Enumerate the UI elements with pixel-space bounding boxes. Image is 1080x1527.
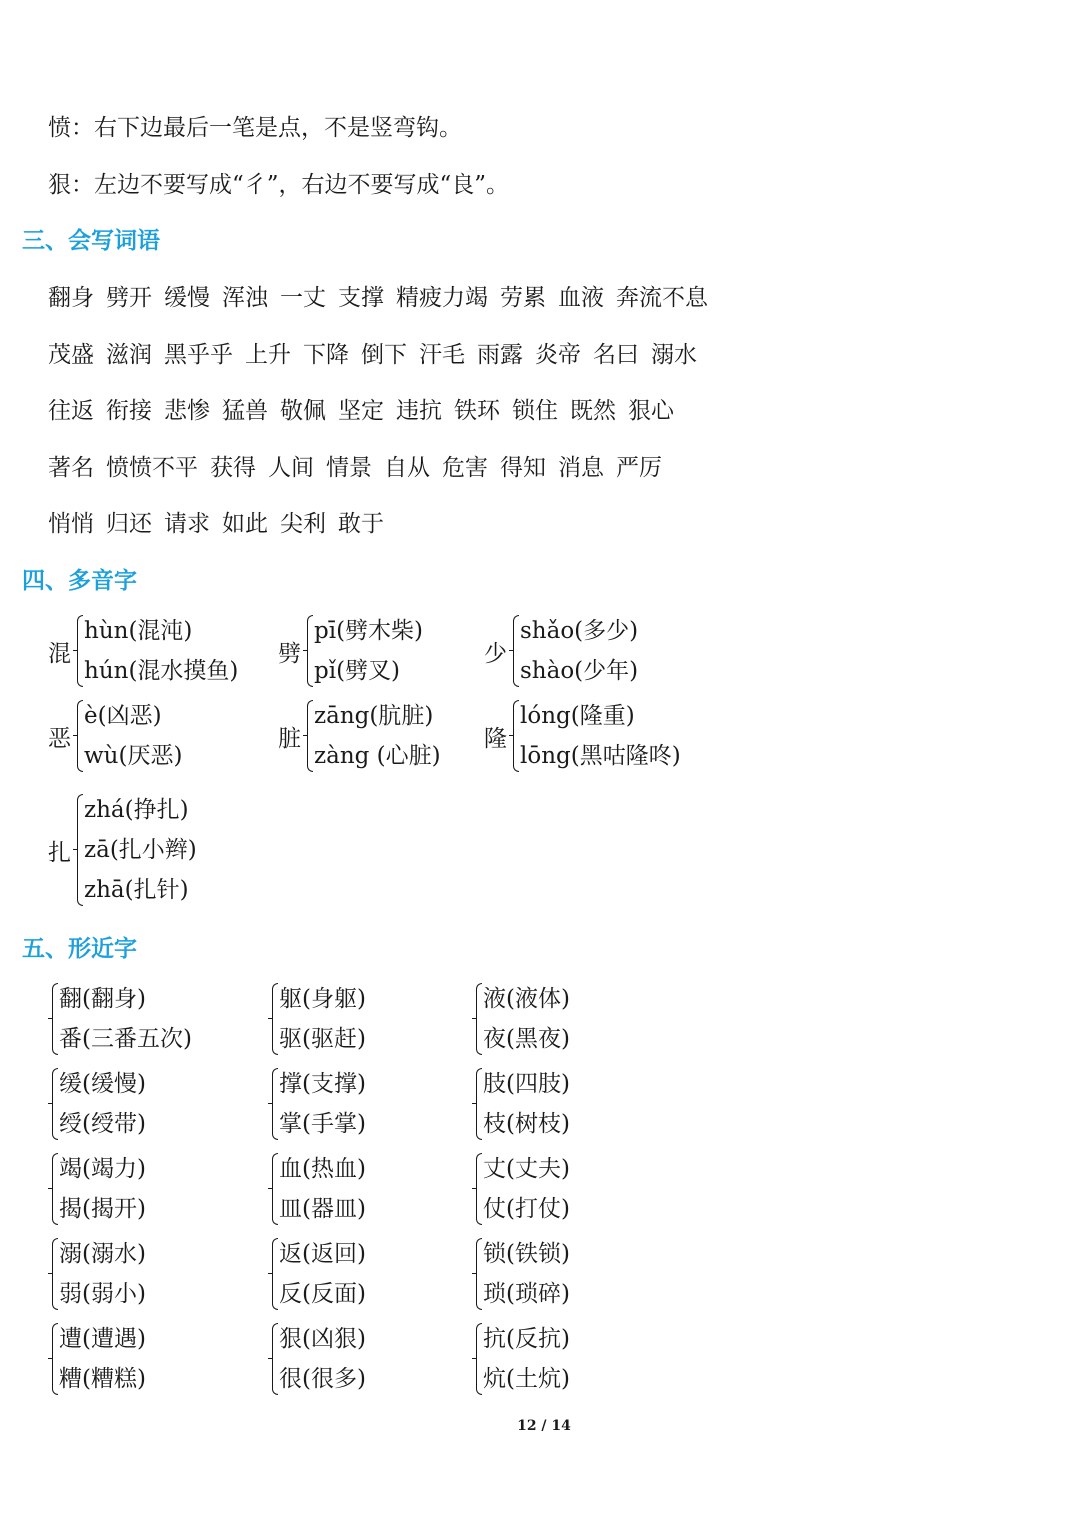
- word-row: [48, 509, 396, 539]
- word-item: 汗毛: [419, 342, 465, 368]
- note-line-1: 愤：右下边最后一笔是点，不是竖弯钩。: [48, 115, 462, 141]
- similar-char-item: 枝(树枝): [483, 1111, 570, 1137]
- brace-icon: [268, 1234, 277, 1314]
- word-row: [48, 453, 674, 483]
- brace-icon: [268, 1319, 277, 1399]
- word-item: 溺水: [651, 342, 697, 368]
- word-item: 翻身: [48, 285, 94, 311]
- similar-char-item: 糟(糟糕): [59, 1366, 146, 1392]
- similar-char-item: 驱(驱赶): [279, 1026, 366, 1052]
- word-item: 雨露: [477, 342, 523, 368]
- brace-icon: [268, 979, 277, 1059]
- similar-char-item: 很(很多): [279, 1366, 366, 1392]
- polyphone-reading: pī(劈木柴): [314, 618, 424, 644]
- brace-icon: [472, 1319, 481, 1399]
- brace-icon: [303, 696, 312, 776]
- similar-char-item: 仗(打仗): [483, 1196, 570, 1222]
- word-item: 消息: [558, 455, 604, 481]
- brace-icon: [73, 611, 82, 691]
- polyphone-reading: zhá(挣扎): [84, 797, 189, 823]
- brace-icon: [472, 979, 481, 1059]
- brace-icon: [73, 790, 82, 910]
- similar-char-item: 遭(遭遇): [59, 1326, 146, 1352]
- brace-icon: [48, 1064, 57, 1144]
- polyphone-reading: è(凶恶): [84, 703, 162, 729]
- word-item: 猛兽: [222, 398, 268, 424]
- word-item: 严厉: [616, 455, 662, 481]
- similar-char-item: 皿(器皿): [279, 1196, 366, 1222]
- word-item: 坚定: [338, 398, 384, 424]
- polyphone-char: 混: [48, 640, 71, 667]
- similar-char-item: 揭(揭开): [59, 1196, 146, 1222]
- polyphone-char: 少: [484, 640, 507, 667]
- brace-icon: [509, 696, 518, 776]
- similar-char-item: 丈(丈夫): [483, 1156, 570, 1182]
- similar-char-item: 溺(溺水): [59, 1241, 146, 1267]
- word-item: 一丈: [280, 285, 326, 311]
- brace-icon: [73, 696, 82, 776]
- word-item: 危害: [442, 455, 488, 481]
- similar-char-group: [268, 1064, 366, 1144]
- similar-char-group: [48, 1234, 146, 1314]
- polyphone-reading: wù(厌恶): [84, 743, 183, 769]
- polyphone-reading: zā(扎小辫): [84, 837, 197, 863]
- similar-char-item: 番(三番五次): [59, 1026, 192, 1052]
- similar-char-group: [268, 979, 366, 1059]
- brace-icon: [509, 611, 518, 691]
- similar-char-item: 反(反面): [279, 1281, 366, 1307]
- word-item: 违抗: [396, 398, 442, 424]
- word-item: 炎帝: [535, 342, 581, 368]
- word-item: 如此: [222, 511, 268, 537]
- word-item: 倒下: [361, 342, 407, 368]
- brace-icon: [472, 1149, 481, 1229]
- word-item: 愤愤不平: [106, 455, 198, 481]
- word-item: 黑乎乎: [164, 342, 233, 368]
- word-item: 自从: [384, 455, 430, 481]
- section-4-heading: 四、多音字: [22, 568, 137, 594]
- polyphone-group: [48, 696, 182, 776]
- similar-char-item: 撑(支撑): [279, 1071, 366, 1097]
- note-line-2: 狠：左边不要写成“彳”，右边不要写成“良”。: [48, 172, 510, 198]
- brace-icon: [472, 1234, 481, 1314]
- word-item: 上升: [245, 342, 291, 368]
- polyphone-reading: pǐ(劈叉): [314, 658, 401, 684]
- word-item: 悲惨: [164, 398, 210, 424]
- similar-char-item: 掌(手掌): [279, 1111, 366, 1137]
- polyphone-reading: zhā(扎针): [84, 877, 189, 903]
- similar-char-item: 狠(凶狠): [279, 1326, 366, 1352]
- word-item: 得知: [500, 455, 546, 481]
- word-item: 下降: [303, 342, 349, 368]
- word-item: 铁环: [454, 398, 500, 424]
- word-item: 请求: [164, 511, 210, 537]
- similar-char-item: 缓(缓慢): [59, 1071, 146, 1097]
- similar-char-group: [472, 1064, 570, 1144]
- similar-char-group: [48, 1149, 146, 1229]
- polyphone-char: 扎: [48, 839, 71, 866]
- brace-icon: [48, 1149, 57, 1229]
- word-item: 名曰: [593, 342, 639, 368]
- word-item: 狠心: [628, 398, 674, 424]
- brace-icon: [48, 979, 57, 1059]
- word-item: 情景: [326, 455, 372, 481]
- word-item: 茂盛: [48, 342, 94, 368]
- similar-char-item: 炕(土炕): [483, 1366, 570, 1392]
- similar-char-item: 夜(黑夜): [483, 1026, 570, 1052]
- word-item: 归还: [106, 511, 152, 537]
- brace-icon: [48, 1234, 57, 1314]
- similar-char-group: [268, 1234, 366, 1314]
- similar-char-group: [48, 979, 192, 1059]
- word-item: 缓慢: [164, 285, 210, 311]
- polyphone-group: [278, 696, 441, 776]
- brace-icon: [303, 611, 312, 691]
- word-item: 悄悄: [48, 511, 94, 537]
- word-row: [48, 396, 686, 426]
- word-item: 著名: [48, 455, 94, 481]
- similar-char-item: 液(液体): [483, 986, 570, 1012]
- similar-char-group: [268, 1149, 366, 1229]
- similar-char-group: [268, 1319, 366, 1399]
- similar-char-group: [48, 1319, 146, 1399]
- similar-char-item: 躯(身躯): [279, 986, 366, 1012]
- brace-icon: [268, 1064, 277, 1144]
- word-item: 劈开: [106, 285, 152, 311]
- similar-char-item: 血(热血): [279, 1156, 366, 1182]
- word-item: 支撑: [338, 285, 384, 311]
- similar-char-item: 弱(弱小): [59, 1281, 146, 1307]
- polyphone-reading: lóng(隆重): [520, 703, 635, 729]
- polyphone-reading: zàng (心脏): [314, 743, 441, 769]
- word-item: 滋润: [106, 342, 152, 368]
- word-item: 人间: [268, 455, 314, 481]
- word-item: 血液: [558, 285, 604, 311]
- polyphone-reading: zāng(肮脏): [314, 703, 434, 729]
- polyphone-reading: hún(混水摸鱼): [84, 658, 239, 684]
- similar-char-item: 抗(反抗): [483, 1326, 570, 1352]
- polyphone-char: 恶: [48, 725, 71, 752]
- polyphone-char: 隆: [484, 725, 507, 752]
- similar-char-group: [472, 979, 570, 1059]
- word-item: 获得: [210, 455, 256, 481]
- section-3-heading: 三、会写词语: [22, 228, 160, 254]
- polyphone-group: [484, 696, 681, 776]
- word-item: 既然: [570, 398, 616, 424]
- similar-char-item: 肢(四肢): [483, 1071, 570, 1097]
- similar-char-item: 绶(绶带): [59, 1111, 146, 1137]
- polyphone-reading: hùn(混沌): [84, 618, 193, 644]
- similar-char-group: [472, 1234, 570, 1314]
- polyphone-group: [484, 611, 638, 691]
- similar-char-group: [48, 1064, 146, 1144]
- brace-icon: [48, 1319, 57, 1399]
- polyphone-char: 劈: [278, 640, 301, 667]
- brace-icon: [268, 1149, 277, 1229]
- word-item: 衔接: [106, 398, 152, 424]
- polyphone-reading: shào(少年): [520, 658, 639, 684]
- word-item: 精疲力竭: [396, 285, 488, 311]
- similar-char-group: [472, 1319, 570, 1399]
- polyphone-group: [278, 611, 423, 691]
- similar-char-group: [472, 1149, 570, 1229]
- polyphone-reading: shǎo(多少): [520, 618, 639, 644]
- similar-char-item: 琐(琐碎): [483, 1281, 570, 1307]
- word-item: 浑浊: [222, 285, 268, 311]
- section-5-heading: 五、形近字: [22, 936, 137, 962]
- similar-char-item: 返(返回): [279, 1241, 366, 1267]
- word-row: [48, 283, 720, 313]
- page-number: 12 / 14: [517, 1418, 571, 1434]
- similar-char-item: 翻(翻身): [59, 986, 146, 1012]
- word-item: 锁住: [512, 398, 558, 424]
- word-item: 敬佩: [280, 398, 326, 424]
- word-item: 劳累: [500, 285, 546, 311]
- similar-char-item: 锁(铁锁): [483, 1241, 570, 1267]
- word-item: 往返: [48, 398, 94, 424]
- word-item: 奔流不息: [616, 285, 708, 311]
- word-row: [48, 340, 709, 370]
- brace-icon: [472, 1064, 481, 1144]
- polyphone-char: 脏: [278, 725, 301, 752]
- word-item: 尖利: [280, 511, 326, 537]
- similar-char-item: 竭(竭力): [59, 1156, 146, 1182]
- word-item: 敢于: [338, 511, 384, 537]
- polyphone-group: [48, 790, 197, 910]
- polyphone-reading: lōng(黑咕隆咚): [520, 743, 681, 769]
- polyphone-group: [48, 611, 238, 691]
